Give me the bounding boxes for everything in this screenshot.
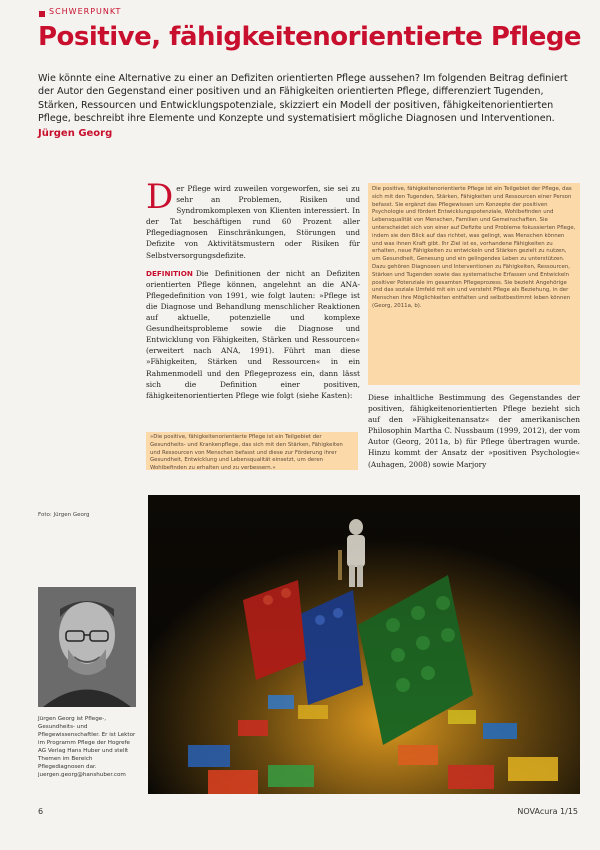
paragraph-2-text: Die Definitionen der nicht an Defiziten orientierten Pflege können, angelehnt an die ANA-Pflegedefinition von 1991, wie folgt lauten: »Pflege ist die Diagnose und Behandlung menschlicher Reaktionen auf aktuelle, potenzielle und komplexe Gesundheitsprobleme sowie die Diagnose und Entwicklung von Fähigkeiten, Stärken und Ressourcen« (erweitert nach ANA, 1991). Führt man diese »Fähigkeiten, Stärken und Ressourcen« in ein Rahmenmodell und den Pflegeprozess ein, dann lässt sich die Definition einer positiven, fähigkeitenorientierten Pflege wie folgt (siehe Kasten): xyxy=(146,268,360,400)
info-box: Die positive, fähigkeitenorientierte Pflege ist ein Teilgebiet der Pflege, das sich mit den Tugenden, Stärken, Fähigkeiten und Ressourcen einer Person befasst. Sie ergänzt das Pflegewissen um Konzepte der positiven Psychologie und fördert Entwicklungspotenziale, Wohlbefinden und Lebensqualität von Menschen, Familien und Gemeinschaften. Sie unterscheidet sich von einer auf Defizite und Probleme fokussierten Pflege, indem sie den Blick auf das richtet, was gelingt, was Menschen können und was ihnen Kraft gibt. Ihr Ziel ist es, vorhandene Fähigkeiten zu erhalten, neue Fähigkeiten zu entwickeln und Stärken gezielt zu nutzen, um Gesundheit, Genesung und ein gelingendes Leben zu unterstützen. Dazu gehören Diagnosen und Interventionen zu Fähigkeiten, Ressourcen, Stärken und Tugenden sowie das systematische Erfassen und Entwickeln positiver Potenziale im gesamten Pflegeprozess. Sie bezieht Angehörige und das soziale Umfeld mit ein und versteht Pflege als Beziehung, in der Menschen ihre Möglichkeiten entfalten und selbstbestimmt leben können (Georg, 2011a, b). xyxy=(368,183,580,385)
body-column-right: Diese inhaltliche Bestimmung des Gegenstandes der positiven, fähigkeitenorientierten Pflege bezieht sich auf den »Fähigkeitenansatz« der amerikanischen Philosophin Martha C. Nussbaum (1999, 2012), der vom Autor (Georg, 2011a, b) für Pflege übertragen wurde. Hinzu kommt der Ansatz der »positiven Psychologie« (Auhagen, 2008) sowie Marjory xyxy=(368,393,580,469)
author-portrait xyxy=(38,587,136,707)
definition-label: DEFINITION xyxy=(146,268,193,278)
lego-bricks-photo xyxy=(148,495,580,794)
photo-credit: Foto: Jürgen Georg xyxy=(38,512,90,518)
drop-cap: D xyxy=(146,177,174,217)
author-caption: Jürgen Georg ist Pflege-, Gesundheits- und Pflegewissenschaftler. Er ist Lektor im Programm Pflege der Hogrefe AG Verlag Hans Huber und stellt Themen im Bereich Pflegediagnosen dar. juergen.georg@hanshuber.com xyxy=(38,716,136,778)
article-intro: Wie könnte eine Alternative zu einer an Defiziten orientierten Pflege aussehen? Im folgenden Beitrag definiert der Autor den Gegenstand einer positiven und an Fähigkeiten orientierten Pflege, differenziert Tugenden, Stärken, Ressourcen und Entwicklungspotenziale, skizziert ein Modell der positiven, fähigkeitenorientierten Pflege, beschreibt ihre Elemente und Konzepte und systematisiert mögliche Diagnosen und Interventionen. xyxy=(38,73,568,125)
article-headline: Positive, fähigkeitenorientierte Pflege xyxy=(38,22,582,52)
author-name: Jürgen Georg xyxy=(38,128,113,139)
journal-issue: NOVAcura 1/15 xyxy=(517,807,578,816)
section-label: SCHWERPUNKT xyxy=(49,7,122,16)
body-column-left xyxy=(146,177,360,401)
section-marker xyxy=(39,11,45,17)
paragraph-2 xyxy=(146,268,360,401)
definition-quote-box: »Die positive, fähigkeitenorientierte Pflege ist ein Teilgebiet der Gesundheits- und Krankenpflege, das sich mit den Stärken, Fähigkeiten und Ressourcen von Menschen befasst und diese zur Förderung ihrer Gesundheit, Entwicklung und Lebensqualität einsetzt, um deren Wohlbefinden zu erhalten und zu verbessern.« xyxy=(146,432,358,470)
page-number: 6 xyxy=(38,807,44,816)
paragraph-1: er Pflege wird zuweilen vorgeworfen, sie sei zu sehr an Problemen, Risiken und Syndromkomplexen von Klienten interessiert. In der Tat beschäftigen rund 60 Prozent aller Pflegediagnosen Einschränkungen, Störungen und Defizite von Aktivitätsmustern oder Risiken für Selbstversorgungsdefizite. xyxy=(146,184,360,260)
